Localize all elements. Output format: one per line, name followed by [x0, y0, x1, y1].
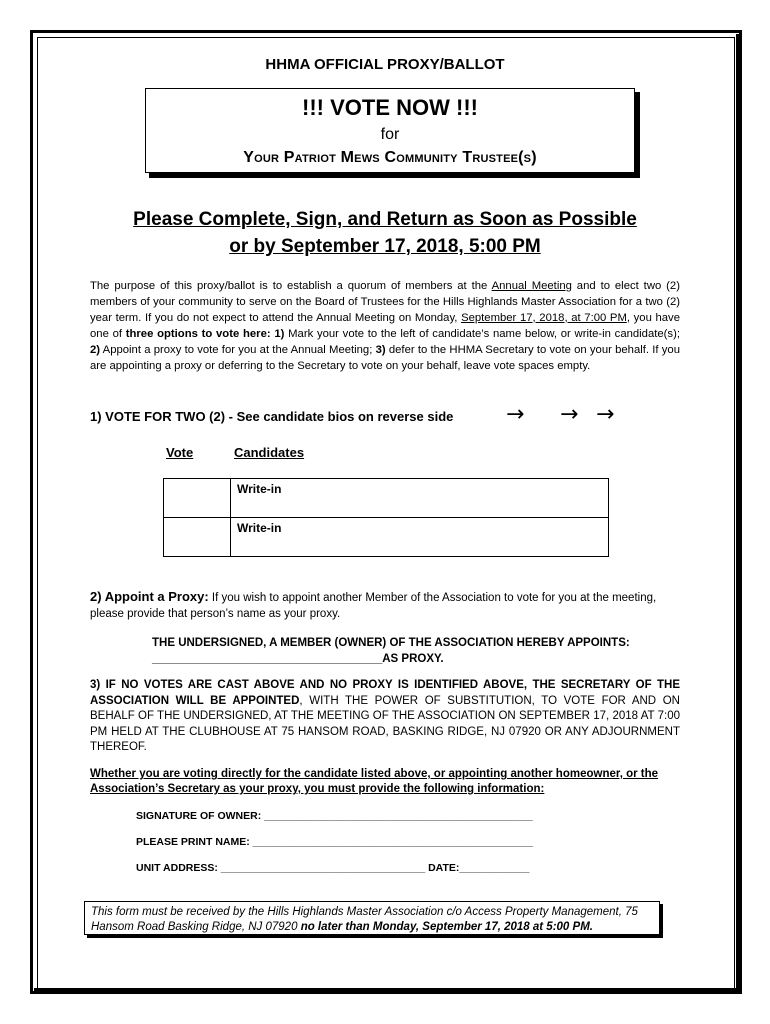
ballot-table — [163, 478, 609, 557]
trustees-heading: Your Patriot Mews Community Trustee(s) — [243, 149, 537, 166]
required-info-notice: Whether you are voting directly for the candidate listed above, or appointing another homeowner, or the Association’s Secretary as your proxy, you must provide the following information: — [90, 768, 659, 795]
vote-now-heading: !!! VOTE NOW !!! — [302, 95, 478, 120]
arrow-right-icon: → — [506, 402, 525, 427]
table-row — [164, 518, 609, 557]
section-1-heading: 1) VOTE FOR TWO (2) - See candidate bios on reverse side — [90, 409, 454, 424]
vote-box-shadow-bottom — [149, 173, 640, 178]
footer-notice-box — [84, 901, 660, 935]
section-2-proxy: 2) Appoint a Proxy: If you wish to appoint another Member of the Association to vote for you at the meeting, please provide that person’s name as your proxy. — [90, 589, 657, 620]
candidate-label: Write-in — [237, 482, 282, 496]
document-title: HHMA OFFICIAL PROXY/BALLOT — [265, 56, 505, 73]
vote-box-shadow-right — [635, 92, 640, 177]
proxy-name-field[interactable]: ____________________________________ — [152, 653, 383, 665]
vote-for-text: for — [380, 126, 400, 143]
vote-now-box — [145, 88, 635, 173]
section-3-secretary: 3) IF NO VOTES ARE CAST ABOVE AND NO PROXY IS IDENTIFIED ABOVE, THE SECRETARY OF THE ASSOCIATION WILL BE APPOINTED, WITH THE POWER OF SUBSTITUTION, TO VOTE FOR AND ON BEHALF OF THE UNDERSIGNED, AT THE MEETING OF THE ASSOCIATION ON SEPTEMBER 17, 2018 AT 7:00 PM HELD AT THE CLUBHOUSE AT 75 HANSOM ROAD, BASKING RIDGE, NJ 07920 OR ANY ADJOURNMENT THEREOF. — [90, 679, 680, 753]
instructions-headline-2: or by September 17, 2018, 5:00 PM — [229, 236, 541, 257]
intro-paragraph: The purpose of this proxy/ballot is to establish a quorum of members at the Annual Meeting and to elect two (2) members of your community to serve on the Board of Trustees for the Hills Highlands Master Association for a two (2) year term. If you do not expect to attend the Annual Meeting on Monday, September 17, 2018, at 7:00 PM, you have one of three options to vote here: 1) Mark your vote to the left of candidate’s name below, or write-in candidate(s); 2) Appoint a proxy to vote for you at the Annual Meeting; 3) defer to the HHMA Secretary to vote on your behalf. If you are appointing a proxy or deferring to the Secretary to vote on your behalf, leave vote spaces empty. — [90, 280, 680, 372]
signature-of-owner-field[interactable]: SIGNATURE OF OWNER: ______________________________________________ — [136, 810, 533, 822]
vote-checkbox-cell[interactable] — [164, 479, 231, 518]
table-row — [164, 479, 609, 518]
page-shadow-bottom — [34, 988, 740, 992]
write-in-cell[interactable] — [231, 518, 609, 557]
write-in-cell[interactable] — [231, 479, 609, 518]
vote-column-header: Vote — [166, 445, 194, 460]
page-shadow-right — [736, 34, 740, 992]
footer-shadow-bottom — [87, 935, 663, 938]
appoint-proxy-statement: THE UNDERSIGNED, A MEMBER (OWNER) OF THE ASSOCIATION HEREBY APPOINTS: ____________________________________AS PROXY. — [152, 637, 630, 665]
arrow-right-icon: → — [560, 402, 579, 427]
footer-notice-text: This form must be received by the Hills Highlands Master Association c/o Access Property Management, 75 Hansom Road Basking Ridge, NJ 07920 no later than Monday, September 17, 2018 at 5:00 PM. — [91, 906, 638, 933]
footer-shadow-right — [660, 904, 663, 938]
arrow-right-icon: → — [596, 402, 615, 427]
vote-checkbox-cell[interactable] — [164, 518, 231, 557]
print-name-field[interactable]: PLEASE PRINT NAME: ________________________________________________ — [136, 836, 533, 848]
candidates-column-header: Candidates — [234, 445, 305, 460]
unit-address-date-field[interactable]: UNIT ADDRESS: ___________________________________ DATE:____________ — [136, 862, 530, 874]
instructions-headline-1: Please Complete, Sign, and Return as Soon as Possible — [133, 209, 637, 230]
candidate-label: Write-in — [237, 521, 282, 535]
